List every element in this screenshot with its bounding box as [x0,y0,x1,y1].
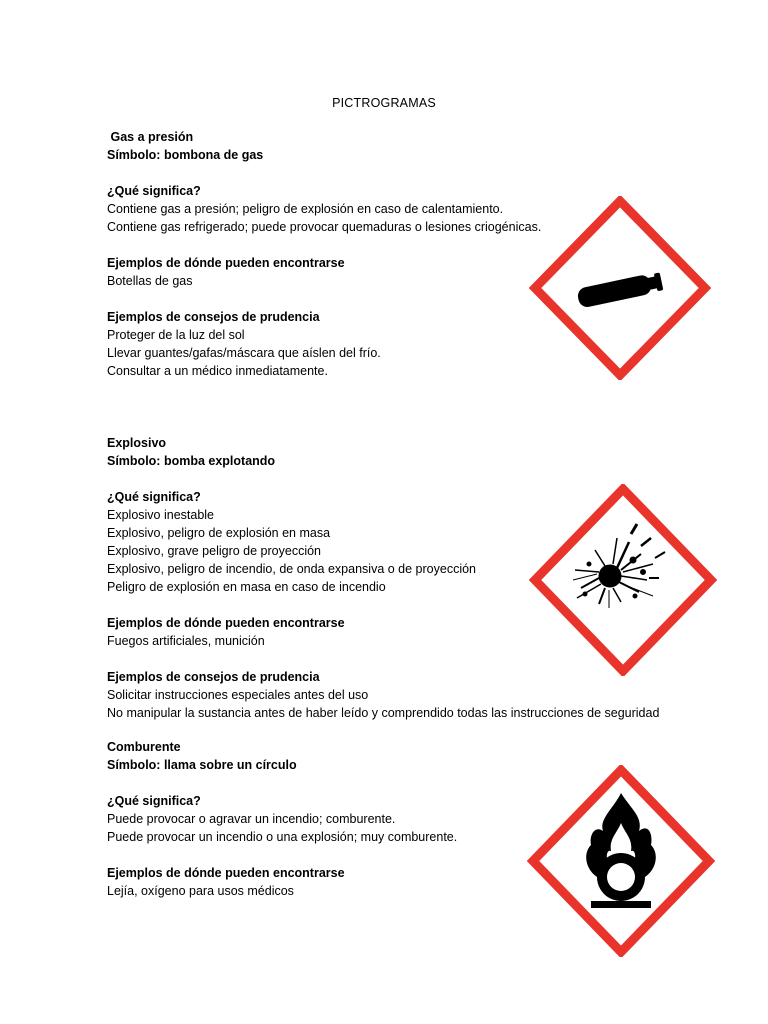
advice-line: Consultar a un médico inmediatamente. [107,364,328,378]
section-symbol: Símbolo: bomba explotando [107,454,276,468]
where-line: Lejía, oxígeno para usos médicos [107,884,294,898]
meaning-line: Explosivo, peligro de incendio, de onda expansiva o de proyección [107,562,476,576]
meaning-line: Explosivo, grave peligro de proyección [107,544,322,558]
where-heading: Ejemplos de dónde pueden encontrarse [107,616,345,630]
advice-line: No manipular la sustancia antes de haber leído y comprendido todas las instrucciones de seguridad [107,706,660,720]
meaning-line: Explosivo, peligro de explosión en masa [107,526,331,540]
meaning-line: Contiene gas refrigerado; puede provocar quemaduras o lesiones criogénicas. [107,220,542,234]
meaning-line: Puede provocar un incendio o una explosión; muy comburente. [107,830,458,844]
advice-line: Proteger de la luz del sol [107,328,245,342]
section-title: Gas a presión [107,130,194,144]
where-heading: Ejemplos de dónde pueden encontrarse [107,256,345,270]
section-title: Comburente [107,740,181,754]
where-line: Fuegos artificiales, munición [107,634,265,648]
exploding-bomb-icon [529,484,717,676]
gas-cylinder-icon [529,196,711,380]
advice-line: Solicitar instrucciones especiales antes del uso [107,688,369,702]
meaning-line: Peligro de explosión en masa en caso de incendio [107,580,386,594]
flame-over-circle-icon [527,765,715,957]
page-title: PICTROGRAMAS [332,96,436,110]
meaning-line: Puede provocar o agravar un incendio; comburente. [107,812,396,826]
meaning-heading: ¿Qué significa? [107,490,201,504]
section-symbol: Símbolo: bombona de gas [107,148,264,162]
where-line: Botellas de gas [107,274,193,288]
section-title: Explosivo [107,436,167,450]
advice-heading: Ejemplos de consejos de prudencia [107,310,320,324]
meaning-line: Contiene gas a presión; peligro de explosión en caso de calentamiento. [107,202,504,216]
meaning-line: Explosivo inestable [107,508,215,522]
advice-heading: Ejemplos de consejos de prudencia [107,670,320,684]
section-symbol: Símbolo: llama sobre un círculo [107,758,297,772]
meaning-heading: ¿Qué significa? [107,794,201,808]
advice-line: Llevar guantes/gafas/máscara que aíslen del frío. [107,346,381,360]
meaning-heading: ¿Qué significa? [107,184,201,198]
where-heading: Ejemplos de dónde pueden encontrarse [107,866,345,880]
